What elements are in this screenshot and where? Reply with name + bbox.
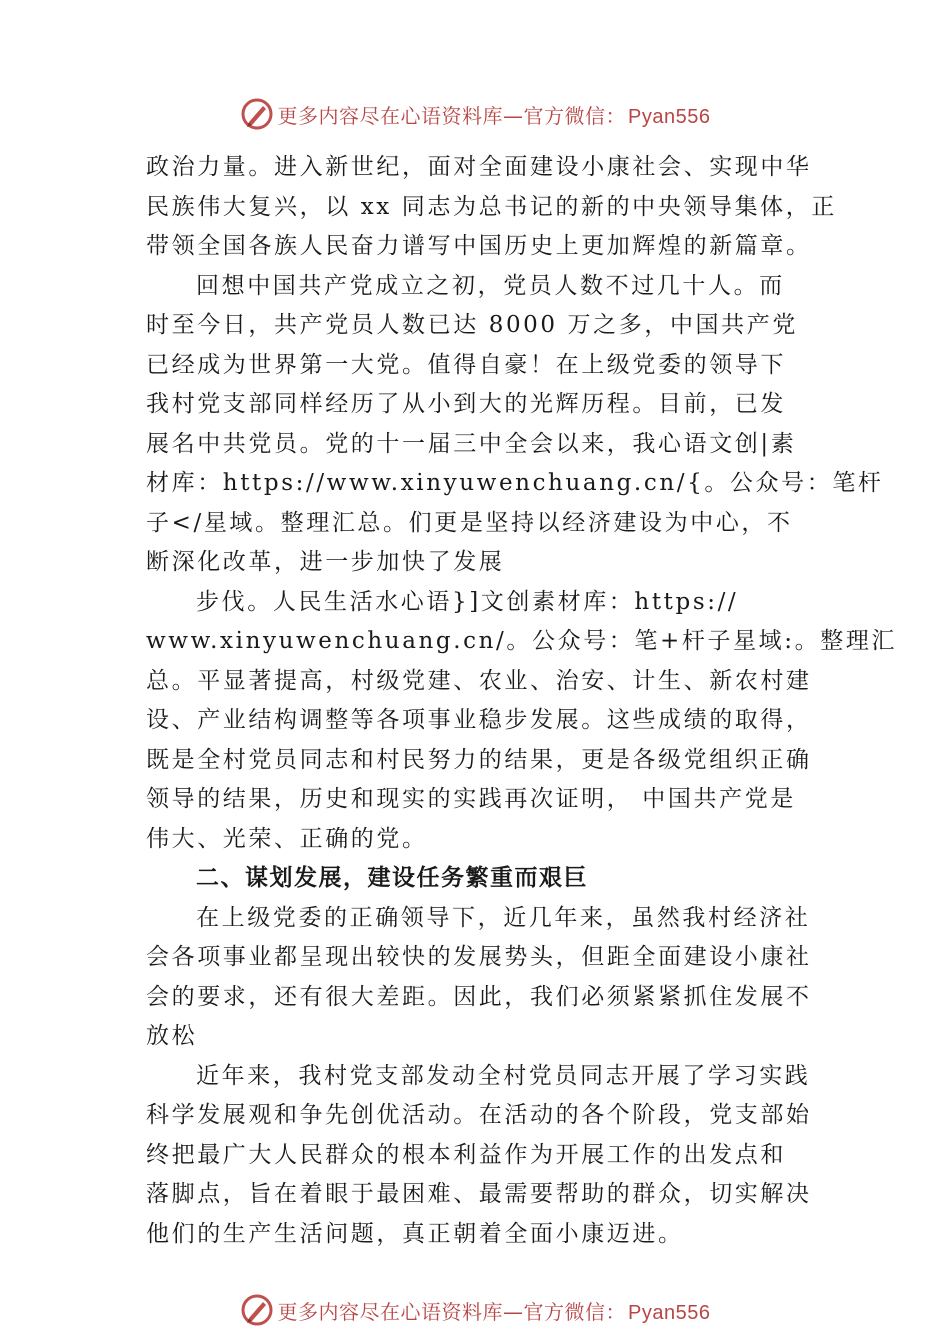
body-line: 伟大、光荣、正确的党。 <box>146 825 428 852</box>
header-banner-text <box>278 100 711 129</box>
pen-logo-icon <box>240 1293 274 1327</box>
body-line: 设、产业结构调整等各项事业稳步发展。这些成绩的取得， <box>146 707 812 733</box>
body-line: 步伐。人民生活水心语}]文创素材库：https:// <box>196 588 739 615</box>
body-line: 我村党支部同样经历了从小到大的光辉历程。目前，已发 <box>146 391 786 417</box>
body-line: 领导的结果，历史和现实的实践再次证明， 中国共产党是 <box>146 786 796 812</box>
body-line: 回想中国共产党成立之初，党员人数不过几十人。而 <box>196 272 785 299</box>
header-wechat-id: Pyan556 <box>628 105 711 128</box>
body-line: 他们的生产生活问题，真正朝着全面小康迈进。 <box>146 1220 684 1247</box>
body-line: 落脚点，旨在着眼于最困难、最需要帮助的群众，切实解决 <box>146 1181 812 1207</box>
body-line: 既是全村党员同志和村民努力的结果，更是各级党组织正确 <box>146 746 812 773</box>
body-line: 时至今日，共产党员人数已达 8000 万之多，中国共产党 <box>146 312 798 338</box>
body-line: 近年来，我村党支部发动全村党员同志开展了学习实践 <box>196 1062 811 1089</box>
body-line: 断深化改革，进一步加快了发展 <box>146 549 505 575</box>
pen-logo-icon <box>240 97 274 131</box>
body-line: 放松 <box>146 1023 198 1049</box>
body-line: 材库：https://www.xinyuwenchuang.cn/{。公众号：笔杆 <box>146 470 884 496</box>
body-line: 民族伟大复兴，以 xx 同志为总书记的新的中央领导集体，正 <box>146 193 837 220</box>
footer-wechat-id: Pyan556 <box>628 1301 711 1324</box>
body-line: 会的要求，还有很大差距。因此，我们必须紧紧抓住发展不 <box>146 983 812 1010</box>
body-line: 已经成为世界第一大党。值得自豪！在上级党委的领导下 <box>146 351 786 378</box>
body-line: 在上级党委的正确领导下，近几年来，虽然我村经济社 <box>196 904 811 931</box>
body-line: 子</星域。整理汇总。们更是坚持以经济建设为中心，不 <box>146 509 793 536</box>
body-line: 政治力量。进入新世纪，面对全面建设小康社会、实现中华 <box>146 154 812 180</box>
body-line: www.xinyuwenchuang.cn/。公众号：笔+杆子星域:。整理汇 <box>146 628 898 654</box>
body-line: 终把最广大人民群众的根本利益作为开展工作的出发点和 <box>146 1141 786 1168</box>
body-line: 总。平显著提高，村级党建、农业、治安、计生、新农村建 <box>146 667 812 694</box>
body-line: 科学发展观和争先创优活动。在活动的各个阶段，党支部始 <box>146 1102 812 1128</box>
footer-banner <box>0 1290 950 1330</box>
footer-banner-label: 更多内容尽在心语资料库—官方微信： <box>277 1299 627 1324</box>
body-line: 会各项事业都呈现出较快的发展势头，但距全面建设小康社 <box>146 944 812 970</box>
header-banner <box>0 94 950 134</box>
footer-banner-text <box>278 1296 711 1325</box>
body-line: 带领全国各族人民奋力谱写中国历史上更加辉煌的新篇章。 <box>146 233 812 259</box>
document-body <box>146 148 898 1254</box>
body-line: 展名中共党员。党的十一届三中全会以来，我心语文创|素 <box>146 430 797 457</box>
section-heading: 二、谋划发展，建设任务繁重而艰巨 <box>196 865 588 891</box>
header-banner-label: 更多内容尽在心语资料库—官方微信： <box>277 103 627 128</box>
